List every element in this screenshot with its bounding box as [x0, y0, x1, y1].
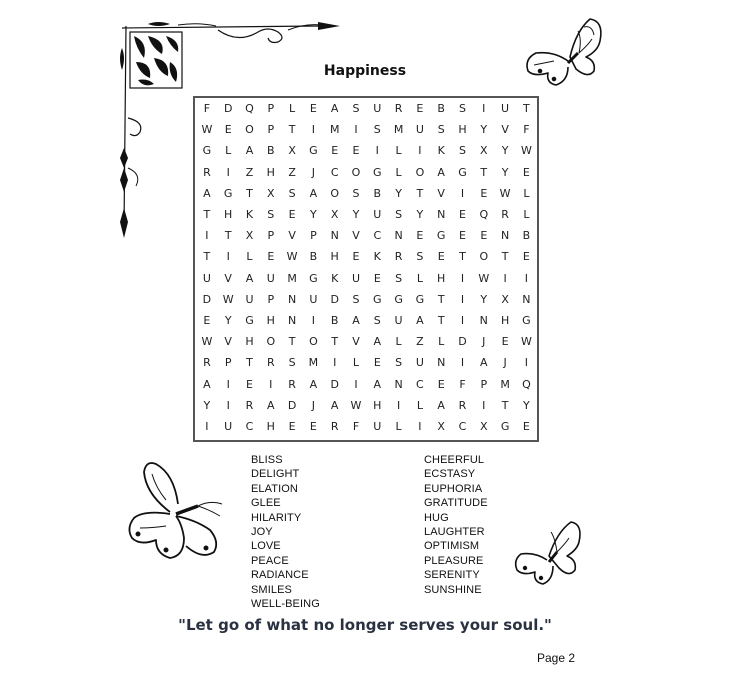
grid-letter: E: [416, 102, 424, 115]
grid-letter: P: [480, 377, 488, 391]
grid-letter: L: [352, 356, 360, 370]
word-list-item: ELATION: [251, 482, 298, 495]
grid-letter: H: [500, 314, 510, 327]
grid-letter: A: [203, 186, 211, 200]
grid-letter: A: [416, 314, 424, 327]
word-list-item: GRATITUDE: [424, 497, 488, 510]
grid-letter: G: [436, 229, 446, 243]
grid-letter: W: [201, 335, 213, 349]
grid-letter: U: [245, 292, 254, 306]
grid-letter: L: [523, 186, 530, 200]
grid-letter: B: [309, 250, 318, 264]
grid-letter: W: [222, 292, 234, 306]
grid-letter: D: [223, 102, 233, 115]
grid-letter: G: [458, 165, 467, 179]
grid-letter: O: [245, 123, 254, 137]
grid-letter: A: [330, 102, 339, 115]
grid-letter: E: [309, 420, 317, 433]
grid-letter: I: [269, 377, 273, 391]
grid-letter: U: [373, 102, 382, 115]
word-list-item: SUNSHINE: [424, 583, 482, 596]
grid-letter: I: [418, 144, 422, 158]
grid-letter: E: [459, 208, 466, 221]
grid-letter: W: [201, 123, 213, 137]
grid-letter: G: [202, 144, 212, 158]
grid-letter: S: [352, 292, 360, 306]
grid-letter: I: [226, 398, 230, 412]
grid-letter: T: [437, 292, 445, 306]
grid-letter: D: [330, 292, 339, 306]
grid-letter: R: [266, 356, 275, 370]
grid-letter: H: [266, 165, 275, 179]
grid-letter: N: [522, 292, 531, 306]
grid-letter: T: [416, 186, 424, 200]
grid-letter: I: [205, 229, 209, 243]
grid-letter: Q: [479, 208, 489, 221]
grid-letter: U: [415, 123, 424, 137]
grid-letter: B: [522, 229, 531, 243]
grid-letter: U: [415, 356, 424, 370]
grid-letter: Y: [395, 186, 402, 200]
grid-letter: Y: [501, 144, 509, 158]
grid-letter: I: [354, 377, 358, 391]
grid-letter: G: [309, 271, 318, 285]
grid-letter: A: [203, 377, 211, 391]
grid-letter: E: [522, 165, 530, 179]
grid-letter: Z: [245, 165, 254, 179]
grid-letter: E: [459, 229, 466, 243]
word-list-item: CHEERFUL: [424, 454, 485, 466]
grid-letter: I: [418, 420, 422, 433]
word-list-item: SERENITY: [424, 569, 480, 582]
grid-letter: L: [416, 398, 423, 412]
grid-letter: B: [437, 102, 445, 115]
grid-letter: T: [246, 356, 253, 370]
grid-letter: D: [458, 335, 467, 349]
grid-letter: A: [309, 377, 318, 391]
grid-letter: V: [352, 335, 360, 349]
grid-letter: R: [245, 398, 254, 412]
grid-letter: V: [437, 186, 445, 200]
grid-letter: G: [522, 314, 531, 327]
grid-letter: B: [373, 186, 382, 200]
grid-letter: Y: [416, 208, 424, 221]
grid-letter: C: [245, 420, 254, 433]
grid-letter: E: [352, 250, 360, 264]
grid-letter: T: [501, 398, 509, 412]
grid-letter: E: [288, 208, 296, 221]
grid-letter: A: [267, 398, 275, 412]
grid-letter: G: [373, 292, 382, 306]
grid-letter: A: [245, 144, 254, 158]
grid-letter: T: [288, 123, 296, 137]
grid-letter: T: [480, 165, 488, 179]
grid-letter: K: [437, 144, 445, 158]
grid-letter: S: [373, 314, 381, 327]
grid-letter: X: [501, 292, 509, 306]
grid-letter: E: [437, 377, 445, 391]
word-list-item: PLEASURE: [424, 554, 484, 567]
grid-letter: H: [458, 123, 467, 137]
grid-letter: L: [246, 250, 253, 264]
grid-letter: X: [480, 420, 488, 433]
grid-letter: I: [226, 250, 230, 264]
grid-letter: R: [203, 165, 211, 179]
grid-letter: I: [226, 377, 230, 391]
grid-letter: N: [500, 229, 510, 243]
grid-letter: R: [394, 250, 403, 264]
grid-letter: G: [223, 186, 233, 200]
grid-letter: W: [286, 250, 298, 264]
grid-letter: P: [267, 102, 275, 115]
grid-letter: D: [287, 398, 297, 412]
grid-letter: P: [267, 292, 275, 306]
grid-letter: S: [395, 271, 403, 285]
grid-letter: I: [311, 123, 316, 137]
grid-letter: T: [203, 208, 211, 221]
grid-letter: A: [352, 314, 360, 327]
grid-letter: Y: [480, 123, 488, 137]
grid-letter: Q: [522, 377, 531, 391]
grid-letter: L: [416, 271, 423, 285]
grid-letter: N: [394, 377, 403, 391]
grid-letter: E: [203, 314, 211, 327]
grid-letter: O: [309, 335, 318, 349]
grid-letter: K: [373, 250, 381, 264]
grid-letter: I: [524, 271, 529, 285]
grid-letter: M: [500, 377, 510, 391]
grid-letter: E: [501, 335, 509, 349]
grid-letter: D: [330, 377, 339, 391]
grid-letter: I: [396, 398, 401, 412]
grid-letter: R: [288, 377, 296, 391]
grid-letter: S: [395, 208, 403, 221]
grid-letter: S: [352, 102, 360, 115]
grid-letter: I: [460, 292, 465, 306]
grid-letter: J: [503, 356, 507, 370]
word-list-item: WELL-BEING: [251, 598, 320, 610]
grid-letter: X: [267, 186, 275, 200]
grid-letter: A: [437, 398, 445, 412]
grid-letter: V: [224, 335, 232, 349]
grid-letter: O: [266, 335, 276, 349]
grid-letter: I: [524, 356, 529, 370]
grid-letter: R: [501, 208, 509, 221]
butterfly-icon: [515, 518, 587, 588]
grid-letter: G: [309, 144, 318, 158]
grid-letter: M: [308, 356, 319, 370]
quote: "Let go of what no longer serves your soul.": [178, 616, 552, 634]
grid-letter: U: [202, 271, 211, 285]
grid-letter: F: [352, 420, 360, 433]
grid-letter: N: [437, 208, 446, 221]
grid-letter: A: [373, 335, 382, 349]
page-title: Happiness: [323, 63, 407, 79]
grid-letter: T: [224, 229, 232, 243]
grid-letter: A: [245, 271, 254, 285]
grid-letter: O: [351, 165, 361, 179]
word-search-grid: [193, 96, 539, 442]
grid-letter: F: [523, 123, 530, 137]
grid-letter: L: [523, 208, 530, 221]
grid-letter: Y: [310, 208, 317, 221]
grid-letter: S: [288, 356, 296, 370]
grid-letter: X: [480, 144, 488, 158]
grid-letter: B: [267, 144, 275, 158]
grid-letter: L: [395, 144, 402, 158]
grid-letter: S: [395, 356, 403, 370]
grid-letter: Z: [288, 165, 296, 179]
grid-letter: H: [266, 420, 275, 433]
grid-letter: L: [395, 420, 402, 433]
word-list-item: DELIGHT: [251, 468, 300, 481]
grid-letter: V: [352, 229, 360, 243]
grid-letter: U: [373, 420, 382, 433]
grid-letter: R: [330, 420, 339, 433]
grid-letter: T: [203, 250, 211, 264]
grid-letter: U: [351, 271, 361, 285]
grid-letter: I: [375, 144, 379, 158]
grid-letter: U: [266, 271, 275, 285]
word-list-item: ECSTASY: [424, 468, 476, 481]
grid-letter: F: [203, 102, 211, 115]
grid-letter: I: [460, 356, 465, 370]
word-list-item: GLEE: [251, 497, 281, 510]
word-list-item: LAUGHTER: [424, 526, 485, 538]
grid-letter: E: [480, 229, 488, 243]
grid-letter: C: [458, 420, 467, 433]
grid-letter: L: [438, 335, 445, 349]
grid-letter: E: [288, 420, 296, 433]
grid-letter: L: [395, 335, 402, 349]
grid-letter: I: [482, 102, 486, 115]
grid-letter: E: [352, 144, 360, 158]
grid-letter: B: [330, 314, 339, 327]
page-number: Page 2: [537, 651, 576, 665]
grid-letter: I: [503, 271, 507, 285]
grid-letter: V: [224, 271, 232, 285]
grid-letter: Y: [501, 165, 509, 179]
grid-letter: I: [226, 165, 230, 179]
grid-letter: T: [459, 250, 466, 264]
grid-letter: Z: [416, 335, 424, 349]
grid-letter: E: [246, 377, 253, 391]
grid-letter: N: [394, 229, 403, 243]
word-list-item: HILARITY: [251, 511, 302, 524]
grid-letter: N: [287, 314, 297, 327]
grid-letter: S: [459, 102, 466, 115]
grid-letter: A: [330, 398, 339, 412]
grid-letter: M: [329, 123, 340, 137]
grid-letter: T: [523, 102, 530, 115]
grid-letter: H: [245, 335, 254, 349]
butterfly-icon: [126, 458, 226, 560]
grid-letter: J: [311, 398, 316, 412]
grid-letter: G: [500, 420, 510, 433]
grid-letter: U: [394, 314, 403, 327]
grid-letter: I: [333, 356, 337, 370]
grid-letter: A: [373, 377, 382, 391]
grid-letter: T: [331, 335, 339, 349]
grid-letter: H: [330, 250, 339, 264]
grid-letter: C: [416, 377, 424, 391]
grid-letter: S: [416, 250, 424, 264]
grid-letter: E: [522, 250, 530, 264]
grid-letter: O: [330, 186, 340, 200]
grid-letter: H: [437, 271, 446, 285]
grid-letter: Y: [523, 398, 530, 412]
grid-letter: M: [287, 271, 297, 285]
grid-letter: A: [437, 165, 445, 179]
grid-letter: J: [482, 335, 486, 349]
grid-letter: C: [330, 165, 339, 179]
grid-letter: Y: [224, 314, 232, 327]
grid-letter: T: [246, 186, 253, 200]
word-list-item: HUG: [424, 511, 449, 524]
grid-letter: C: [373, 229, 382, 243]
grid-letter: W: [350, 398, 362, 412]
grid-letter: X: [330, 208, 339, 221]
grid-letter: N: [437, 356, 446, 370]
grid-letter: T: [501, 250, 509, 264]
word-list-item: RADIANCE: [251, 569, 309, 582]
grid-letter: U: [309, 292, 318, 306]
grid-letter: P: [224, 356, 232, 370]
grid-letter: Y: [480, 292, 488, 306]
grid-letter: U: [501, 102, 510, 115]
grid-letter: S: [267, 208, 275, 221]
grid-letter: G: [245, 314, 254, 327]
grid-letter: H: [266, 314, 275, 327]
grid-letter: F: [459, 377, 466, 391]
word-list-item: SMILES: [251, 583, 292, 596]
grid-letter: L: [289, 102, 296, 115]
grid-letter: E: [267, 250, 275, 264]
grid-letter: P: [310, 229, 317, 243]
grid-letter: I: [205, 420, 209, 433]
grid-letter: L: [225, 144, 232, 158]
grid-letter: G: [373, 165, 382, 179]
grid-letter: N: [330, 229, 339, 243]
grid-letter: M: [393, 123, 404, 137]
grid-letter: N: [479, 314, 488, 327]
grid-letter: O: [479, 250, 489, 264]
grid-letter: I: [311, 314, 316, 327]
grid-letter: D: [202, 292, 212, 306]
grid-letter: R: [394, 102, 403, 115]
word-list-item: EUPHORIA: [424, 482, 483, 495]
grid-letter: Y: [203, 398, 211, 412]
grid-letter: V: [288, 229, 296, 243]
grid-letter: I: [460, 314, 465, 327]
word-list-item: BLISS: [251, 454, 283, 466]
grid-letter: S: [288, 186, 296, 200]
grid-letter: E: [224, 123, 232, 137]
grid-letter: I: [354, 123, 358, 137]
grid-letter: A: [480, 356, 488, 370]
grid-letter: U: [373, 208, 382, 221]
grid-letter: G: [415, 292, 425, 306]
grid-letter: R: [203, 356, 211, 370]
grid-letter: N: [287, 292, 297, 306]
grid-letter: A: [309, 186, 318, 200]
word-list-item: JOY: [251, 526, 273, 538]
grid-letter: E: [416, 229, 424, 243]
grid-letter: S: [352, 186, 360, 200]
grid-letter: L: [395, 165, 402, 179]
grid-letter: E: [373, 356, 381, 370]
grid-letter: S: [437, 123, 445, 137]
grid-letter: O: [415, 165, 425, 179]
grid-letter: E: [331, 144, 339, 158]
grid-letter: W: [478, 271, 490, 285]
grid-letter: E: [309, 102, 317, 115]
grid-letter: I: [460, 186, 465, 200]
grid-letter: T: [437, 314, 445, 327]
grid-letter: S: [459, 144, 466, 158]
grid-letter: E: [373, 271, 381, 285]
grid-letter: U: [224, 420, 233, 433]
word-list-item: PEACE: [251, 554, 289, 567]
word-list-item: LOVE: [251, 540, 281, 553]
grid-letter: V: [501, 123, 509, 137]
grid-letter: I: [482, 398, 486, 412]
grid-letter: H: [224, 208, 233, 221]
word-list-item: OPTIMISM: [424, 540, 480, 553]
grid-letter: X: [245, 229, 254, 243]
grid-letter: S: [373, 123, 381, 137]
grid-letter: P: [267, 123, 275, 137]
grid-letter: I: [460, 271, 465, 285]
grid-letter: E: [480, 186, 488, 200]
grid-letter: W: [499, 186, 511, 200]
grid-letter: W: [520, 144, 532, 158]
grid-letter: E: [437, 250, 445, 264]
grid-letter: W: [520, 335, 532, 349]
grid-letter: X: [437, 420, 445, 433]
grid-letter: H: [373, 398, 382, 412]
grid-letter: Q: [245, 102, 254, 115]
grid-letter: J: [311, 165, 316, 179]
grid-letter: K: [331, 271, 339, 285]
grid-letter: R: [458, 398, 467, 412]
grid-letter: K: [245, 208, 254, 221]
grid-letter: P: [267, 229, 275, 243]
grid-letter: X: [288, 144, 296, 158]
grid-letter: Y: [352, 208, 360, 221]
grid-letter: E: [522, 420, 530, 433]
grid-letter: G: [394, 292, 403, 306]
grid-letter: T: [288, 335, 296, 349]
